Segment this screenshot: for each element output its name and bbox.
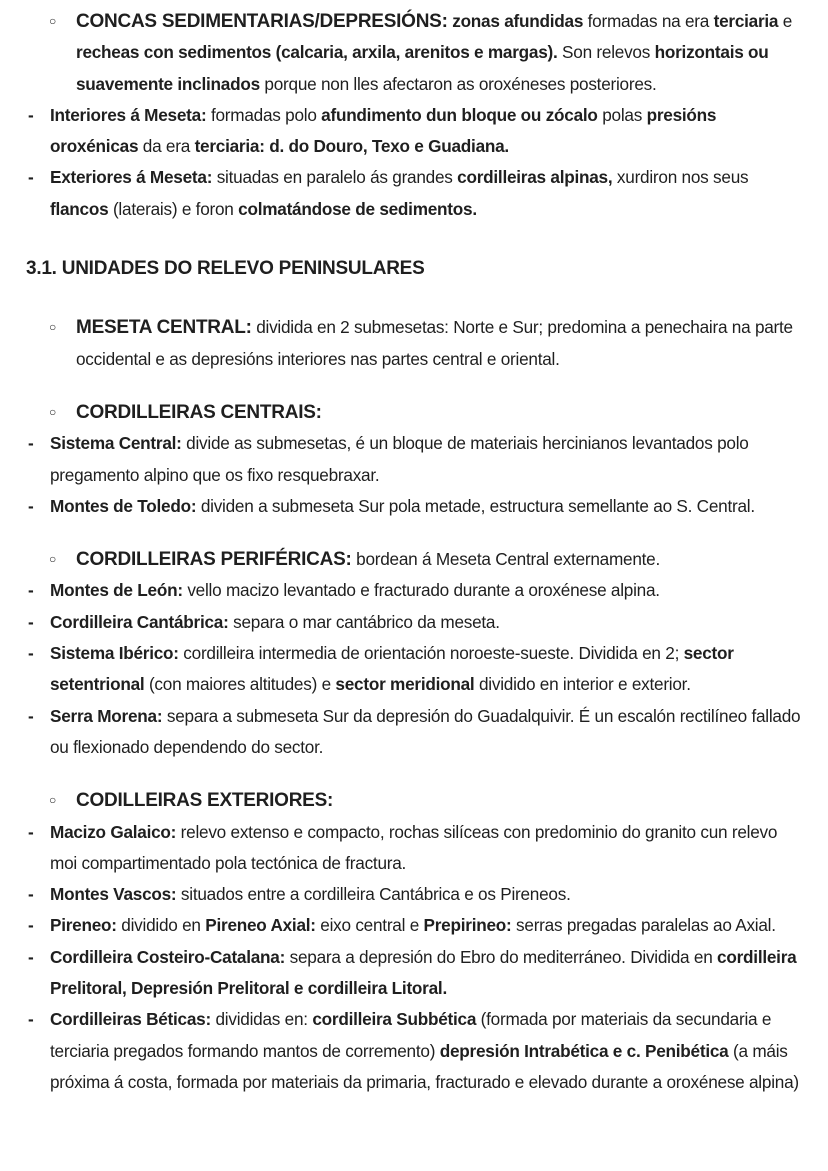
spacer: [26, 225, 806, 253]
spacer: [26, 375, 806, 397]
bold-text: terciaria: [713, 11, 779, 31]
bold-text: Montes de Toledo:: [50, 495, 197, 516]
circle-bullet-item: [26, 6, 806, 100]
bold-text: cordilleiras alpinas,: [457, 167, 613, 188]
bold-text: Pireneo:: [50, 915, 117, 936]
body-text: porque non lles afectaron as oroxéneses posteriores.: [259, 73, 657, 94]
bold-text: Cordilleira Costeiro-Catalana:: [50, 946, 286, 967]
bold-text: terciaria: d. do Douro, Texo e Guadiana.: [194, 136, 509, 157]
dash-bullet-item: [26, 428, 806, 491]
dash-bullet-item: [26, 100, 806, 163]
body-text: (con maiores altitudes) e: [144, 674, 336, 695]
item-heading: CORDILLEIRAS CENTRAIS:: [76, 401, 322, 423]
circle-bullet-icon: ○: [49, 552, 56, 567]
item-heading: CORDILLEIRAS PERIFÉRICAS:: [76, 549, 352, 571]
spacer: [26, 284, 806, 312]
body-text: cordilleira intermedia de orientación noroeste-sueste. Dividida en 2;: [178, 643, 684, 664]
bold-text: recheas con sedimentos (calcaria, arxila, arenitos e margas).: [76, 42, 558, 63]
body-text: relevo extenso e compacto, rochas silíceas con predominio do granito cun relevo moi compartimentado pola tectónica de fractura.: [50, 821, 778, 873]
bold-text: Montes Vascos:: [50, 884, 177, 905]
item-heading: CONCAS SEDIMENTARIAS/DEPRESIÓNS:: [76, 11, 448, 32]
dash-bullet-icon: -: [28, 643, 34, 664]
bold-text: Prepirineo:: [423, 915, 512, 936]
circle-bullet-icon: ○: [49, 404, 56, 419]
bold-text: 3.1. UNIDADES DO RELEVO PENINSULARES: [26, 258, 425, 280]
circle-bullet-icon: ○: [49, 320, 56, 335]
spacer: [26, 763, 806, 785]
dash-bullet-item: [26, 910, 806, 941]
bold-text: Montes de León:: [50, 580, 183, 601]
dash-bullet-item: [26, 638, 806, 701]
body-text: dividido en interior e exterior.: [474, 674, 691, 695]
body-text: polas: [597, 104, 647, 125]
bold-text: sector meridional: [335, 674, 475, 695]
body-text: e: [778, 11, 793, 31]
bold-text: Exteriores á Meseta:: [50, 167, 213, 188]
body-text: Son relevos: [557, 42, 655, 63]
body-text: dividida en 2 submesetas: Norte e Sur; predomina a penechaira na parte occidental e as depresións interiores nas partes central e oriental.: [76, 317, 793, 369]
bold-text: colmatándose de sedimentos.: [238, 198, 477, 219]
dash-bullet-icon: -: [28, 433, 34, 454]
body-text: (laterais) e foron: [108, 198, 239, 219]
dash-bullet-item: [26, 162, 806, 225]
body-text: separa o mar cantábrico da meseta.: [228, 611, 500, 632]
bold-text: zonas afundidas: [452, 11, 584, 31]
body-text: da era: [138, 136, 195, 157]
dash-bullet-icon: -: [28, 580, 34, 601]
dash-bullet-item: [26, 942, 806, 1005]
circle-bullet-item: [26, 785, 806, 816]
circle-bullet-icon: ○: [49, 14, 56, 28]
body-text: eixo central e: [315, 915, 424, 936]
body-text: serras pregadas paralelas ao Axial.: [511, 915, 776, 936]
body-text: separa a submeseta Sur da depresión do Guadalquivir. É un escalón rectilíneo fallado ou flexionado dependendo do sector.: [50, 705, 801, 757]
circle-bullet-icon: ○: [49, 793, 56, 808]
dash-bullet-icon: -: [28, 705, 34, 726]
circle-bullet-item: [26, 544, 806, 575]
bold-text: Macizo Galaico:: [50, 821, 177, 842]
body-text: situados entre a cordilleira Cantábrica e os Pireneos.: [176, 884, 571, 905]
dash-bullet-icon: -: [28, 167, 34, 188]
body-text: situadas en paralelo ás grandes: [212, 167, 458, 188]
dash-bullet-item: [26, 1004, 806, 1098]
bold-text: horizontais ou suavemente inclinados: [76, 42, 769, 94]
bold-text: Pireneo Axial:: [205, 915, 316, 936]
circle-bullet-item: [26, 312, 806, 375]
dash-bullet-icon: -: [28, 915, 34, 936]
dash-bullet-item: [26, 701, 806, 764]
body-text: divide as submesetas, é un bloque de materiais hercinianos levantados polo pregamento alpino que os fixo resquebraxar.: [50, 433, 749, 485]
bold-text: cordilleira Prelitoral, Depresión Prelitoral e cordilleira Litoral.: [50, 946, 797, 999]
bold-text: depresión Intrabética e c. Penibética: [439, 1040, 729, 1061]
bold-text: presións oroxénicas: [50, 104, 717, 157]
dash-bullet-item: [26, 879, 806, 910]
dash-bullet-item: [26, 575, 806, 606]
dash-bullet-icon: -: [28, 1009, 34, 1030]
body-text: bordean á Meseta Central externamente.: [351, 549, 661, 570]
body-text: xurdiron nos seus: [612, 167, 749, 188]
body-text: divididas en:: [210, 1009, 313, 1030]
bold-text: Cordilleiras Béticas:: [50, 1009, 211, 1030]
bold-text: Sistema Central:: [50, 433, 182, 454]
dash-bullet-icon: -: [28, 104, 34, 125]
item-heading: CODILLEIRAS EXTERIORES:: [76, 790, 334, 812]
bold-text: afundimento dun bloque ou zócalo: [321, 104, 598, 125]
bold-text: Cordilleira Cantábrica:: [50, 611, 229, 632]
body-text: (a máis próxima á costa, formada por materiais da primaria, fracturado e elevado durante a oroxénese alpina): [50, 1040, 799, 1092]
body-text: formadas na era: [583, 11, 714, 31]
bold-text: cordilleira Subbética: [312, 1009, 477, 1030]
circle-bullet-item: [26, 397, 806, 428]
dash-bullet-icon: -: [28, 611, 34, 632]
bold-text: Interiores á Meseta:: [50, 104, 207, 125]
body-text: (formada por materiais da secundaria e terciaria pregados formando mantos de corremento): [50, 1009, 772, 1061]
dash-bullet-icon: -: [28, 946, 34, 967]
dash-bullet-icon: -: [28, 821, 34, 842]
dash-bullet-item: [26, 607, 806, 638]
body-text: dividido en: [116, 915, 206, 936]
body-text: formadas polo: [206, 104, 322, 125]
section-heading: [26, 253, 806, 284]
dash-bullet-icon: -: [28, 495, 34, 516]
dash-bullet-item: [26, 491, 806, 522]
bold-text: flancos: [50, 198, 109, 219]
body-text: dividen a submeseta Sur pola metade, estructura semellante ao S. Central.: [196, 495, 755, 516]
body-text: separa a depresión do Ebro do mediterráneo. Dividida en: [285, 946, 718, 967]
dash-bullet-icon: -: [28, 884, 34, 905]
bold-text: Serra Morena:: [50, 705, 163, 726]
dash-bullet-item: [26, 817, 806, 880]
bold-text: Sistema Ibérico:: [50, 643, 179, 664]
item-heading: MESETA CENTRAL:: [76, 317, 252, 339]
body-text: vello macizo levantado e fracturado durante a oroxénese alpina.: [182, 580, 660, 601]
bold-text: sector setentrional: [50, 643, 734, 695]
spacer: [26, 522, 806, 544]
